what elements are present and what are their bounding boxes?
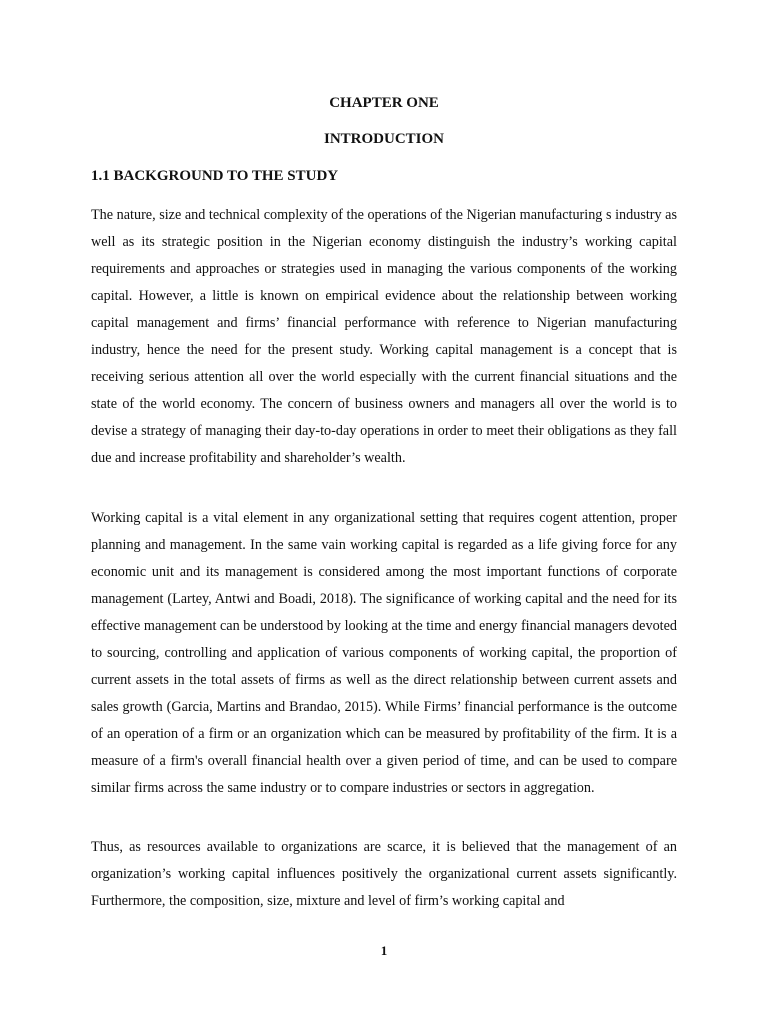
paragraph: The nature, size and technical complexity of the operations of the Nigerian manufacturing s industry as well as its strategic position in the Nigerian economy distinguish the industry’s working capital requirements and approaches or strategies used in managing the various components of the working capital. However, a little is known on empirical evidence about the relationship between working capital management and firms’ financial performance with reference to Nigerian manufacturing industry, hence the need for the present study. Working capital management is a concept that is receiving serious attention all over the world especially with the current financial situations and the state of the world economy. The concern of business owners and managers all over the world is to devise a strategy of managing their day-to-day operations in order to meet their obligations as they fall due and increase profitability and shareholder’s wealth. bbox=[91, 207, 677, 466]
page-number: 1 bbox=[380, 943, 388, 958]
chapter-subtitle: INTRODUCTION bbox=[323, 131, 444, 147]
chapter-title: CHAPTER ONE bbox=[329, 95, 439, 111]
paragraph: Working capital is a vital element in any organizational setting that requires cogent attention, proper planning and management. In the same vain working capital is regarded as a life giving force for any economic unit and its management is considered among the most important functions of corporate management (Lartey, Antwi and Boadi, 2018). The significance of working capital and the need for its effective management can be understood by looking at the time and energy financial managers devoted to sourcing, controlling and application of various components of working capital, the proportion of current assets in the total assets of firms as well as the direct relationship between current assets and sales growth (Garcia, Martins and Brandao, 2015). While Firms’ financial performance is the outcome of an operation of a firm or an organization which can be measured by profitability of the firm. It is a measure of a firm's overall financial health over a given period of time, and can be used to compare similar firms across the same industry or to compare industries or sectors in aggregation. bbox=[91, 510, 677, 796]
paragraph: Thus, as resources available to organizations are scarce, it is believed that the management of an organization’s working capital influences positively the organizational current assets significantly. Furthermore, the composition, size, mixture and level of firm’s working capital and bbox=[91, 839, 677, 909]
section-heading: 1.1 BACKGROUND TO THE STUDY bbox=[91, 168, 339, 184]
